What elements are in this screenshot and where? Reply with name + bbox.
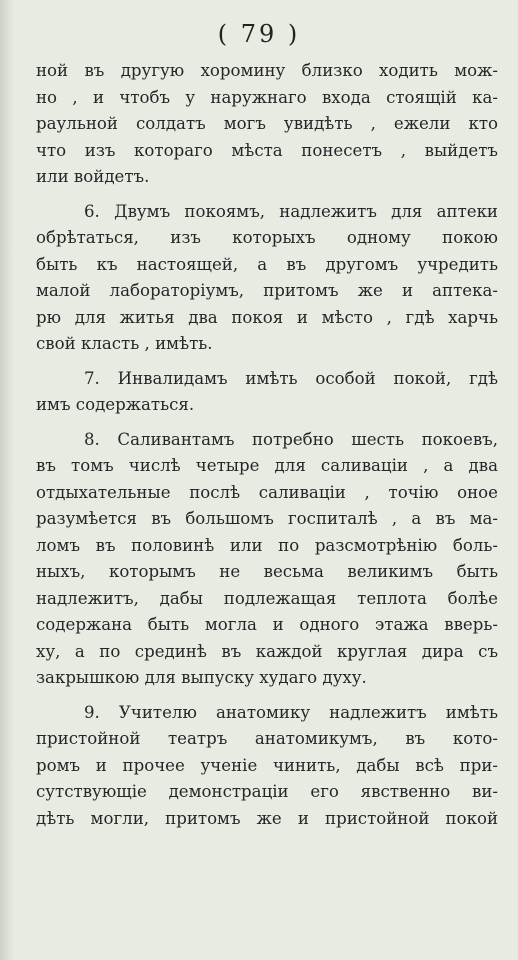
text-line: содержана быть могла и одного этажа вверь- bbox=[36, 615, 498, 634]
text-line: ромъ и прочее ученіе чинить, дабы всѣ при- bbox=[36, 755, 498, 775]
text-line: въ томъ числѣ четыре для саливаціи , а два bbox=[36, 456, 498, 475]
paragraph-9 bbox=[36, 700, 498, 833]
text-line: или войдетъ. bbox=[36, 167, 150, 186]
text-line: но , и чтобъ у наружнаго входа стоящій ка- bbox=[36, 87, 498, 107]
text-line: малой лабораторіумъ, притомъ же и аптека- bbox=[36, 281, 498, 300]
text-line: ной въ другую хоромину близко ходить мож- bbox=[36, 61, 498, 80]
text-line: что изъ котораго мѣста понесетъ , выйдетъ bbox=[36, 140, 498, 160]
text-line: быть къ настоящей, а въ другомъ учредить bbox=[36, 254, 498, 274]
text-line: 7. Инвалидамъ имѣть особой покой, гдѣ bbox=[84, 368, 498, 388]
page-number: ( 79 ) bbox=[217, 20, 301, 48]
text-line: 8. Саливантамъ потребно шесть покоевъ, bbox=[84, 429, 498, 449]
paragraph-7 bbox=[36, 366, 498, 419]
text-line: свой класть , имѣть. bbox=[36, 334, 213, 353]
text-line: имъ содержаться. bbox=[36, 395, 195, 414]
text-line: разумѣется въ большомъ госпиталѣ , а въ ма- bbox=[36, 509, 498, 528]
text-line: ныхъ, которымъ не весьма великимъ быть bbox=[36, 562, 498, 581]
paragraph-8 bbox=[36, 427, 498, 692]
text-line: сутствующіе демонстраціи его явственно ви- bbox=[36, 782, 498, 801]
text-line: отдыхательные послѣ саливаціи , точію оное bbox=[36, 482, 498, 502]
body-text bbox=[36, 58, 498, 840]
text-line: ху, а по срединѣ въ каждой круглая дира съ bbox=[36, 641, 498, 661]
text-line: надлежитъ, дабы подлежащая теплота болѣе bbox=[36, 588, 498, 608]
text-line: пристойной театръ анатомикумъ, въ кото- bbox=[36, 729, 498, 748]
text-line: ломъ въ половинѣ или по разсмотрѣнію боль- bbox=[36, 535, 498, 555]
text-line: закрышкою для выпуску худаго духу. bbox=[36, 668, 367, 687]
text-line: обрѣтаться, изъ которыхъ одному покою bbox=[36, 228, 498, 247]
paragraph-6 bbox=[36, 199, 498, 358]
text-line: рю для житья два покоя и мѣсто , гдѣ харчь bbox=[36, 307, 498, 327]
text-line: 6. Двумъ покоямъ, надлежитъ для аптеки bbox=[84, 201, 498, 221]
paragraph-continuation bbox=[36, 58, 498, 191]
text-line: раульной солдатъ могъ увидѣть , ежели кто bbox=[36, 114, 498, 133]
text-line: дѣть могли, притомъ же и пристойной покой bbox=[36, 808, 498, 828]
text-line: 9. Учителю анатомику надлежитъ имѣть bbox=[84, 702, 498, 722]
